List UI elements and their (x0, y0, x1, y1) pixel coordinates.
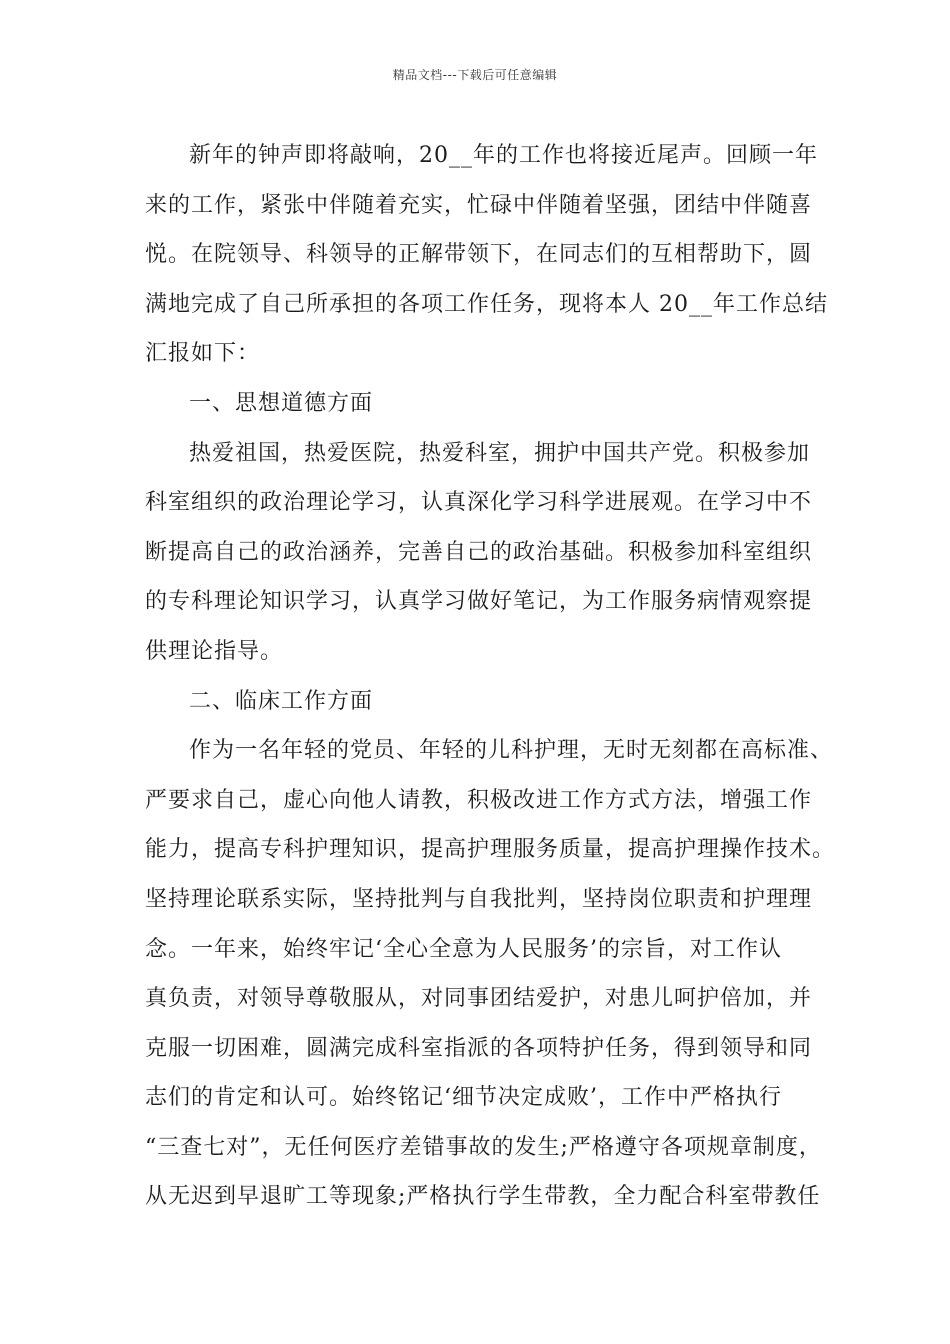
section-heading-1: 一、思想道德方面 (189, 390, 374, 416)
body-line-16: 真负责，对领导尊敬服从，对同事团结爱护，对患儿呵护倍加，并 (145, 986, 813, 1012)
body-line-11: 作为一名年轻的党员、年轻的儿科护理，无时无刻都在高标准、 (189, 738, 834, 764)
body-line-15: 念。一年来，始终牢记‘全心全意为人民服务’的宗旨，对工作认 (145, 936, 782, 962)
body-line-4: 满地完成了自己所承担的各项工作任务，现将本人 20__年工作总结 (145, 291, 828, 317)
body-line-2: 来的工作，紧张中伴随着充实，忙碌中伴随着坚强，团结中伴随喜 (145, 192, 813, 218)
body-line-14: 坚持理论联系实际，坚持批判与自我批判，坚持岗位职责和护理理 (145, 886, 813, 912)
body-line-19: “三查七对”，无任何医疗差错事故的发生;严格遵守各项规章制度， (145, 1134, 822, 1160)
body-line-6: 热爱祖国，热爱医院，热爱科室，拥护中国共产党。积极参加 (189, 440, 811, 466)
body-line-8: 断提高自己的政治涵养，完善自己的政治基础。积极参加科室组织 (145, 539, 813, 565)
body-line-13: 能力，提高专科护理知识，提高护理服务质量，提高护理操作技术。 (145, 837, 836, 863)
section-heading-2: 二、临床工作方面 (189, 688, 374, 714)
body-line-3: 悦。在院领导、科领导的正解带领下，在同志们的互相帮助下，圆 (145, 242, 813, 268)
body-line-18: 志们的肯定和认可。始终铭记‘细节决定成败’，工作中严格执行 (145, 1085, 782, 1111)
body-line-7: 科室组织的政治理论学习，认真深化学习科学进展观。在学习中不 (145, 490, 813, 516)
body-line-12: 严要求自己，虚心向他人请教，积极改进工作方式方法，增强工作 (145, 787, 813, 813)
body-line-5: 汇报如下： (145, 341, 261, 367)
body-line-9: 的专科理论知识学习，认真学习做好笔记，为工作服务病情观察提 (145, 589, 813, 615)
document-body (145, 131, 836, 1222)
page-header: 精品文档---下载后可任意编辑 (392, 68, 558, 82)
body-line-20: 从无迟到早退旷工等现象;严格执行学生带教，全力配合科室带教任 (145, 1184, 821, 1210)
body-line-1: 新年的钟声即将敲响，20__年的工作也将接近尾声。回顾一年 (189, 143, 818, 168)
body-line-17: 克服一切困难，圆满完成科室指派的各项特护任务，得到领导和同 (145, 1035, 813, 1061)
body-line-10: 供理论指导。 (145, 638, 284, 664)
